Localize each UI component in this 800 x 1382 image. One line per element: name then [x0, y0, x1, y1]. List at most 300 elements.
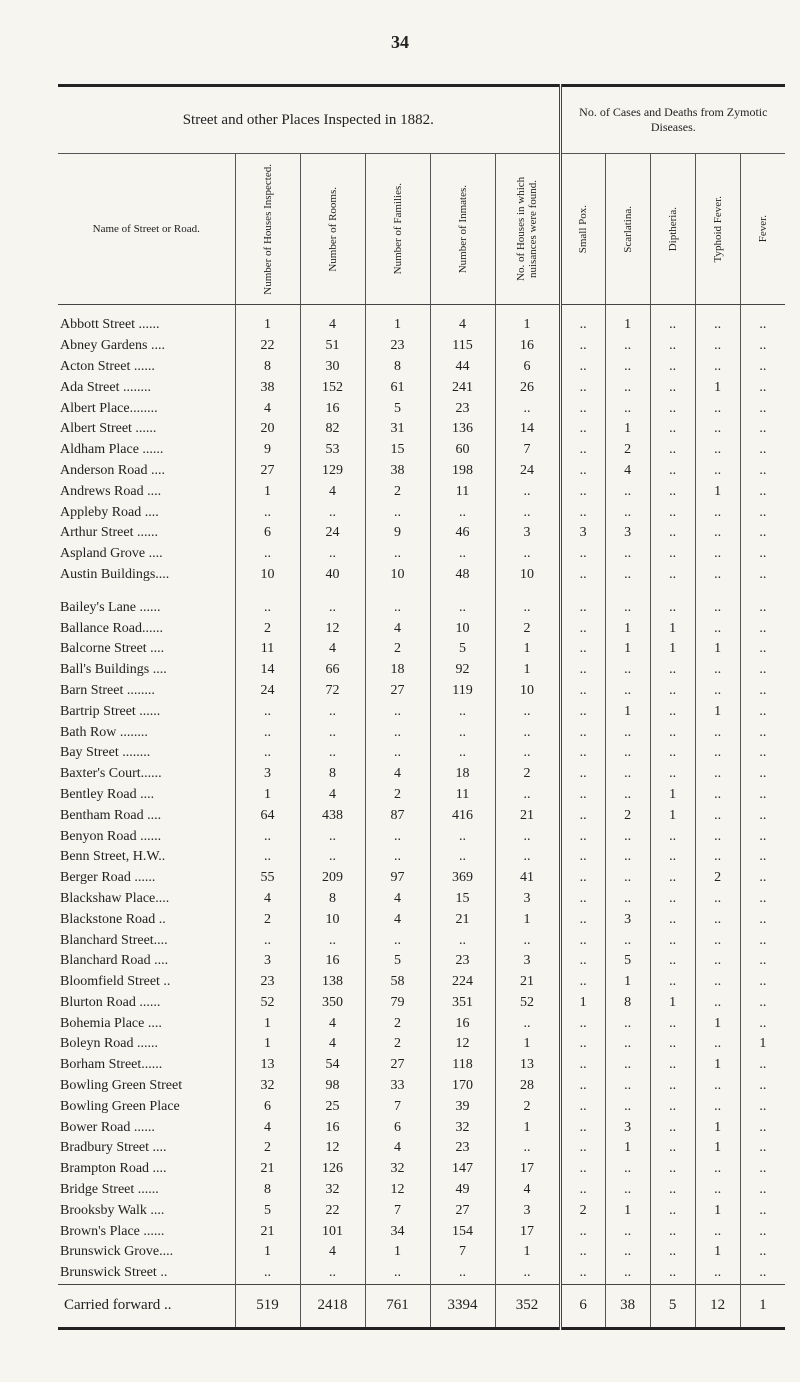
table-cell: ..: [605, 1055, 650, 1076]
table-cell: ..: [695, 1159, 740, 1180]
footer-cell: 5: [650, 1284, 695, 1328]
table-cell: ..: [430, 847, 495, 868]
table-cell: 2: [365, 481, 430, 502]
street-name: Bowling Green Street: [60, 1078, 183, 1094]
table-cell: 15: [430, 889, 495, 910]
street-name: Bentley Road ....: [60, 786, 155, 802]
street-name: Balcorne Street ....: [60, 641, 165, 657]
table-cell: 79: [365, 993, 430, 1014]
table-cell: 1: [495, 305, 560, 336]
table-cell: 23: [430, 1138, 495, 1159]
table-cell: ..: [695, 785, 740, 806]
table-cell: 1: [695, 1013, 740, 1034]
table-cell: ..: [695, 993, 740, 1014]
table-cell: ..: [605, 930, 650, 951]
table-cell: 2: [235, 1138, 300, 1159]
table-cell: ..: [740, 639, 785, 660]
table-cell: ..: [495, 398, 560, 419]
street-name: Brown's Place ......: [60, 1223, 165, 1239]
table-cell: ..: [650, 357, 695, 378]
table-cell: 16: [300, 1117, 365, 1138]
table-cell: 3: [605, 1117, 650, 1138]
table-row: [58, 826, 785, 847]
table-cell: ..: [495, 1263, 560, 1284]
table-cell: ..: [650, 1013, 695, 1034]
table-cell: ..: [740, 523, 785, 544]
table-cell: 369: [430, 868, 495, 889]
street-name: Bentham Road ....: [60, 807, 162, 823]
table-row: [58, 305, 785, 336]
table-cell: 21: [495, 805, 560, 826]
table-cell: ..: [235, 743, 300, 764]
table-cell: ..: [560, 1242, 605, 1263]
table-cell: ..: [650, 1263, 695, 1284]
table-cell: ..: [605, 357, 650, 378]
table-cell: ..: [695, 544, 740, 565]
street-name: Baxter's Court......: [60, 766, 162, 782]
street-name: Bailey's Lane ......: [60, 599, 161, 615]
table-cell: 147: [430, 1159, 495, 1180]
table-cell: ..: [560, 336, 605, 357]
table-cell: 1: [605, 419, 650, 440]
table-cell: ..: [560, 639, 605, 660]
table-cell: ..: [650, 1096, 695, 1117]
table-cell: 138: [300, 972, 365, 993]
table-cell: 2: [695, 868, 740, 889]
table-cell: 4: [365, 1138, 430, 1159]
table-cell: ..: [560, 1180, 605, 1201]
table-cell: ..: [740, 398, 785, 419]
table-cell: ..: [740, 993, 785, 1014]
table-cell: 11: [430, 481, 495, 502]
table-cell: ..: [650, 1034, 695, 1055]
table-cell: ..: [650, 743, 695, 764]
table-cell: ..: [495, 502, 560, 523]
table-cell: ..: [495, 743, 560, 764]
footer-cell: 352: [495, 1284, 560, 1328]
table-cell: 1: [695, 701, 740, 722]
table-cell: 14: [235, 660, 300, 681]
table-cell: 58: [365, 972, 430, 993]
table-cell: ..: [695, 847, 740, 868]
page-number: 34: [391, 32, 409, 52]
table-cell: ..: [740, 909, 785, 930]
table-row: [58, 639, 785, 660]
table-cell: ..: [605, 398, 650, 419]
table-cell: 1: [235, 1242, 300, 1263]
table-cell: ..: [740, 951, 785, 972]
street-name: Abney Gardens ....: [60, 338, 165, 354]
table-cell: ..: [650, 1076, 695, 1097]
table-cell: 38: [365, 461, 430, 482]
table-cell: 1: [235, 785, 300, 806]
table-cell: ..: [560, 481, 605, 502]
table-cell: 23: [430, 398, 495, 419]
table-cell: ..: [560, 743, 605, 764]
table-cell: ..: [650, 826, 695, 847]
table-cell: ..: [740, 930, 785, 951]
table-cell: ..: [740, 1055, 785, 1076]
table-cell: 27: [235, 461, 300, 482]
table-cell: ..: [300, 847, 365, 868]
table-row: [58, 1200, 785, 1221]
table-cell: 2: [365, 639, 430, 660]
table-row: [58, 1096, 785, 1117]
table-cell: ..: [605, 481, 650, 502]
table-cell: ..: [650, 1117, 695, 1138]
column-header-houses: Number of Houses Inspected.: [235, 154, 300, 305]
table-cell: ..: [560, 1034, 605, 1055]
table-cell: 4: [365, 618, 430, 639]
table-cell: 32: [365, 1159, 430, 1180]
table-cell: 129: [300, 461, 365, 482]
table-cell: ..: [740, 377, 785, 398]
table-cell: 11: [430, 785, 495, 806]
table-cell: ..: [605, 1221, 650, 1242]
table-row: [58, 930, 785, 951]
table-cell: ..: [740, 440, 785, 461]
street-name: Barn Street ........: [60, 682, 155, 698]
footer-cell: 519: [235, 1284, 300, 1328]
table-cell: ..: [740, 481, 785, 502]
table-cell: ..: [235, 701, 300, 722]
table-cell: ..: [740, 972, 785, 993]
table-cell: 4: [300, 305, 365, 336]
table-cell: 7: [430, 1242, 495, 1263]
table-cell: 2: [605, 440, 650, 461]
table-cell: 72: [300, 681, 365, 702]
table-cell: ..: [650, 1159, 695, 1180]
table-cell: ..: [695, 660, 740, 681]
table-cell: 101: [300, 1221, 365, 1242]
table-cell: ..: [605, 1034, 650, 1055]
table-row: [58, 1117, 785, 1138]
table-cell: ..: [235, 722, 300, 743]
table-cell: ..: [740, 1200, 785, 1221]
table-row: [58, 660, 785, 681]
table-cell: ..: [365, 502, 430, 523]
table-cell: 1: [605, 701, 650, 722]
table-cell: ..: [560, 930, 605, 951]
table-cell: ..: [365, 826, 430, 847]
street-name: Aldham Place ......: [60, 442, 164, 458]
table-cell: ..: [365, 722, 430, 743]
table-cell: ..: [495, 1138, 560, 1159]
street-name: Arthur Street ......: [60, 525, 158, 541]
table-cell: 4: [235, 889, 300, 910]
table-cell: ..: [650, 544, 695, 565]
column-header-nuisances: No. of Houses in which nuisances were found.: [495, 154, 560, 305]
table-cell: 10: [430, 618, 495, 639]
street-name: Bay Street ........: [60, 745, 151, 761]
street-name: Albert Street ......: [60, 421, 157, 437]
table-cell: ..: [605, 336, 650, 357]
table-cell: ..: [740, 847, 785, 868]
table-cell: ..: [560, 805, 605, 826]
table-cell: 1: [695, 1200, 740, 1221]
table-cell: ..: [650, 1138, 695, 1159]
table-cell: 8: [235, 357, 300, 378]
table-cell: ..: [495, 585, 560, 618]
table-cell: 31: [365, 419, 430, 440]
table-cell: 1: [495, 909, 560, 930]
table-cell: ..: [605, 585, 650, 618]
street-name: Ada Street ........: [60, 379, 151, 395]
table-cell: 2: [235, 909, 300, 930]
table-cell: 7: [365, 1096, 430, 1117]
table-row: [58, 419, 785, 440]
table-cell: 41: [495, 868, 560, 889]
table-cell: 33: [365, 1076, 430, 1097]
table-cell: 224: [430, 972, 495, 993]
table-cell: 25: [300, 1096, 365, 1117]
table-cell: ..: [650, 972, 695, 993]
table-cell: ..: [605, 1076, 650, 1097]
table-cell: 98: [300, 1076, 365, 1097]
table-row: [58, 585, 785, 618]
table-cell: 17: [495, 1159, 560, 1180]
table-cell: 4: [365, 764, 430, 785]
table-cell: ..: [605, 1180, 650, 1201]
table-cell: ..: [605, 1013, 650, 1034]
table-cell: ..: [740, 868, 785, 889]
table-cell: 12: [365, 1180, 430, 1201]
street-name: Blanchard Street....: [60, 932, 168, 948]
table-cell: ..: [560, 681, 605, 702]
table-cell: 4: [300, 481, 365, 502]
table-cell: 10: [495, 565, 560, 586]
table-cell: ..: [560, 951, 605, 972]
table-cell: ..: [560, 1263, 605, 1284]
table-cell: 61: [365, 377, 430, 398]
table-cell: 2: [605, 805, 650, 826]
table-cell: ..: [695, 722, 740, 743]
table-cell: 1: [695, 1117, 740, 1138]
table-cell: 60: [430, 440, 495, 461]
table-cell: ..: [740, 1013, 785, 1034]
table-cell: ..: [495, 930, 560, 951]
table-cell: 115: [430, 336, 495, 357]
table-body: [58, 305, 785, 1285]
table-cell: ..: [650, 440, 695, 461]
table-cell: 27: [430, 1200, 495, 1221]
table-cell: ..: [495, 826, 560, 847]
table-cell: 23: [365, 336, 430, 357]
table-cell: 1: [495, 1034, 560, 1055]
footer-cell: 3394: [430, 1284, 495, 1328]
table-cell: ..: [495, 722, 560, 743]
table-cell: ..: [365, 544, 430, 565]
table-cell: 55: [235, 868, 300, 889]
table-cell: ..: [740, 1180, 785, 1201]
table-cell: ..: [650, 502, 695, 523]
table-cell: ..: [650, 701, 695, 722]
street-name: Bower Road ......: [60, 1119, 155, 1135]
table-cell: ..: [650, 951, 695, 972]
table-cell: 1: [650, 785, 695, 806]
table-cell: 3: [495, 951, 560, 972]
table-cell: 82: [300, 419, 365, 440]
table-row: [58, 336, 785, 357]
table-cell: 32: [235, 1076, 300, 1097]
table-row: [58, 1180, 785, 1201]
table-cell: ..: [695, 440, 740, 461]
table-cell: 66: [300, 660, 365, 681]
table-cell: ..: [650, 585, 695, 618]
table-cell: 44: [430, 357, 495, 378]
table-cell: 22: [300, 1200, 365, 1221]
table-cell: 1: [695, 1138, 740, 1159]
table-row: [58, 481, 785, 502]
table-cell: ..: [695, 461, 740, 482]
table-cell: 6: [495, 357, 560, 378]
table-cell: ..: [650, 481, 695, 502]
street-name: Austin Buildings....: [60, 566, 170, 582]
street-name: Ballance Road......: [60, 620, 164, 636]
table-row: [58, 1034, 785, 1055]
table-cell: ..: [740, 336, 785, 357]
table-cell: 1: [605, 1138, 650, 1159]
table-cell: 1: [650, 993, 695, 1014]
table-cell: ..: [740, 660, 785, 681]
street-name: Brunswick Grove....: [60, 1244, 174, 1260]
table-cell: ..: [650, 889, 695, 910]
table-cell: ..: [740, 502, 785, 523]
table-cell: ..: [430, 826, 495, 847]
table-cell: 3: [560, 523, 605, 544]
table-cell: 4: [235, 398, 300, 419]
table-cell: 4: [430, 305, 495, 336]
table-cell: 12: [430, 1034, 495, 1055]
table-row: [58, 909, 785, 930]
street-name: Brunswick Street ..: [60, 1265, 168, 1281]
left-header-title: Street and other Places Inspected in 1882.: [58, 86, 560, 154]
table-cell: ..: [740, 764, 785, 785]
table-cell: ..: [560, 544, 605, 565]
table-cell: ..: [235, 930, 300, 951]
table-cell: ..: [695, 357, 740, 378]
table-cell: ..: [560, 847, 605, 868]
table-cell: ..: [365, 1263, 430, 1284]
table-cell: 10: [495, 681, 560, 702]
table-cell: 4: [300, 785, 365, 806]
table-cell: ..: [560, 1117, 605, 1138]
table-cell: ..: [560, 1076, 605, 1097]
column-header-name: Name of Street or Road.: [58, 154, 235, 305]
footer-cell: 6: [560, 1284, 605, 1328]
table-cell: 23: [235, 972, 300, 993]
table-cell: ..: [365, 585, 430, 618]
table-row: [58, 398, 785, 419]
table-cell: ..: [650, 722, 695, 743]
table-cell: 24: [300, 523, 365, 544]
table-cell: ..: [605, 681, 650, 702]
table-cell: ..: [740, 743, 785, 764]
table-cell: ..: [300, 1263, 365, 1284]
table-cell: 38: [235, 377, 300, 398]
street-name: Bradbury Street ....: [60, 1140, 167, 1156]
table-cell: 1: [650, 639, 695, 660]
table-cell: ..: [300, 722, 365, 743]
table-cell: 5: [365, 398, 430, 419]
table-cell: 46: [430, 523, 495, 544]
street-name: Anderson Road ....: [60, 462, 165, 478]
table-row: [58, 502, 785, 523]
table-cell: ..: [560, 419, 605, 440]
table-cell: ..: [560, 764, 605, 785]
table-cell: 54: [300, 1055, 365, 1076]
table-cell: ..: [605, 565, 650, 586]
table-cell: ..: [560, 377, 605, 398]
table-cell: ..: [300, 743, 365, 764]
table-cell: 1: [695, 1055, 740, 1076]
table-cell: ..: [695, 565, 740, 586]
table-cell: 24: [495, 461, 560, 482]
table-cell: 209: [300, 868, 365, 889]
table-cell: 1: [365, 1242, 430, 1263]
table-cell: ..: [560, 868, 605, 889]
table-cell: 3: [605, 523, 650, 544]
table-cell: ..: [300, 930, 365, 951]
table-cell: ..: [650, 305, 695, 336]
street-name: Bridge Street ......: [60, 1182, 159, 1198]
table-cell: 34: [365, 1221, 430, 1242]
table-cell: ..: [605, 1242, 650, 1263]
table-cell: 97: [365, 868, 430, 889]
table-cell: 2: [235, 618, 300, 639]
footer-cell: 12: [695, 1284, 740, 1328]
table-cell: 49: [430, 1180, 495, 1201]
table-cell: 2: [495, 764, 560, 785]
table-cell: ..: [560, 398, 605, 419]
table-cell: ..: [650, 868, 695, 889]
table-cell: ..: [650, 909, 695, 930]
column-header-inmates: Number of Inmates.: [430, 154, 495, 305]
table-cell: ..: [560, 305, 605, 336]
table-cell: ..: [560, 1055, 605, 1076]
table-cell: 1: [560, 993, 605, 1014]
table-row: [58, 847, 785, 868]
table-cell: 1: [235, 1034, 300, 1055]
table-cell: ..: [560, 701, 605, 722]
table-cell: 7: [365, 1200, 430, 1221]
table-cell: ..: [560, 972, 605, 993]
table-cell: ..: [560, 461, 605, 482]
table-cell: 8: [300, 889, 365, 910]
street-name: Acton Street ......: [60, 358, 155, 374]
table-cell: ..: [695, 1263, 740, 1284]
table-cell: ..: [740, 722, 785, 743]
table-cell: ..: [235, 1263, 300, 1284]
table-cell: ..: [695, 618, 740, 639]
table-row: [58, 972, 785, 993]
table-cell: 52: [495, 993, 560, 1014]
table-cell: 3: [495, 889, 560, 910]
column-header-small-pox: Small Pox.: [560, 154, 605, 305]
table-cell: 2: [495, 1096, 560, 1117]
street-name: Bartrip Street ......: [60, 703, 161, 719]
table-cell: ..: [740, 681, 785, 702]
table-cell: ..: [740, 461, 785, 482]
table-cell: ..: [740, 357, 785, 378]
street-name: Aspland Grove ....: [60, 546, 163, 562]
table-cell: ..: [430, 502, 495, 523]
table-cell: 16: [300, 398, 365, 419]
table-cell: 16: [300, 951, 365, 972]
table-cell: 18: [365, 660, 430, 681]
table-cell: ..: [740, 565, 785, 586]
table-cell: 2: [560, 1200, 605, 1221]
